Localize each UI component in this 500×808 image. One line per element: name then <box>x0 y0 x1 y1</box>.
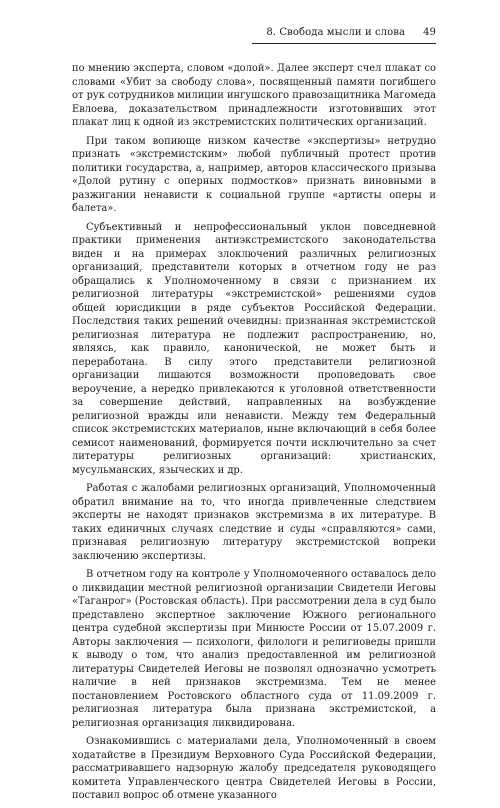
paragraph: При таком вопиюще низком качестве «экспертизы» нетрудно признать «экстремистским» любой публичный протест против политики государства, а, например, авторов классического призыва «Долой рутину с оперных подмостков» признать виновными в разжигании ненависти к социальной группе «артисты оперы и балета». <box>72 135 436 214</box>
paragraph: Работая с жалобами религиозных организаций, Уполномоченный обратил внимание на то, что иногда привлеченные следствием эксперты не находят признаков экстремизма в их литературе. В таких единичных случаях следствие и суды «справляются» сами, признавая религиозную литературу экстремистской вопреки заключению экспертизы. <box>72 483 436 562</box>
paragraph: Ознакомившись с материалами дела, Уполномоченный в своем ходатайстве в Президиум Верховного Суда Российской Федерации, рассматривавшего надзорную жалобу председателя руководящего комитета Управленческого центра Свидетелей Иеговы в России, поставил вопрос об отмене указанного <box>72 736 436 801</box>
page-number: 49 <box>423 27 436 38</box>
body-text <box>72 62 436 808</box>
section-title: 8. Свобода мысли и слова <box>266 27 406 38</box>
header-rule <box>252 43 436 44</box>
paragraph: по мнению эксперта, словом «долой». Далее эксперт счел плакат со словами «Убит за свободу слова», посвященный памяти погибшего от рук сотрудников милиции ингушского правозащитника Магомеда Евлоева, доказательством принадлежности изготовивших этот плакат лиц к одной из экстремистских политических организаций. <box>72 63 436 128</box>
header-text <box>266 27 436 38</box>
paragraph: В отчетном году на контроле у Уполномоченного оставалось дело о ликвидации местной религиозной организации Свидетели Иеговы «Таганрог» (Ростовская область). При рассмотрении дела в суд было представлено экспертное заключение Южного регионального центра судебной экспертизы при Минюсте России от 15.07.2009 г. Авторы заключения — психологи, филологи и религиоведы пришли к выводу о том, что анализ предоставленной им религиозной литературы Свидетелей Иеговы не позволял однозначно усмотреть наличие в ней признаков экстремизма. Тем не менее постановлением Ростовского областного суда от 11.09.2009 г. религиозная литература была признана экстремистской, а религиозная организация ликвидирована. <box>72 569 436 729</box>
paragraph: Субъективный и непрофессиональный уклон повседневной практики применения антиэкстремистского законодательства виден и на примерах злоключений различных религиозных организаций, представители которых в отчетном году не раз обращались к Уполномоченному в связи с признанием их религиозной литературы «экстремистской» решениями судов общей юрисдикции в ряде субъектов Российской Федерации. Последствия таких решений очевидны: признанная экстремистской религиозная литература не подлежит распространению, но, являясь, как правило, канонической, не может быть и переработана. В силу этого представители религиозной организации лишаются возможности проповедовать свое вероучение, а нередко привлекаются к уголовной ответственности за совершение действий, направленных на возбуждение религиозной вражды или ненависти. Между тем Федеральный список экстремистских материалов, ныне включающий в себя более семисот наименований, формируется почти исключительно за счет литературы религиозных организаций: христианских, мусульманских, языческих и др. <box>72 221 436 476</box>
running-header <box>72 26 436 54</box>
